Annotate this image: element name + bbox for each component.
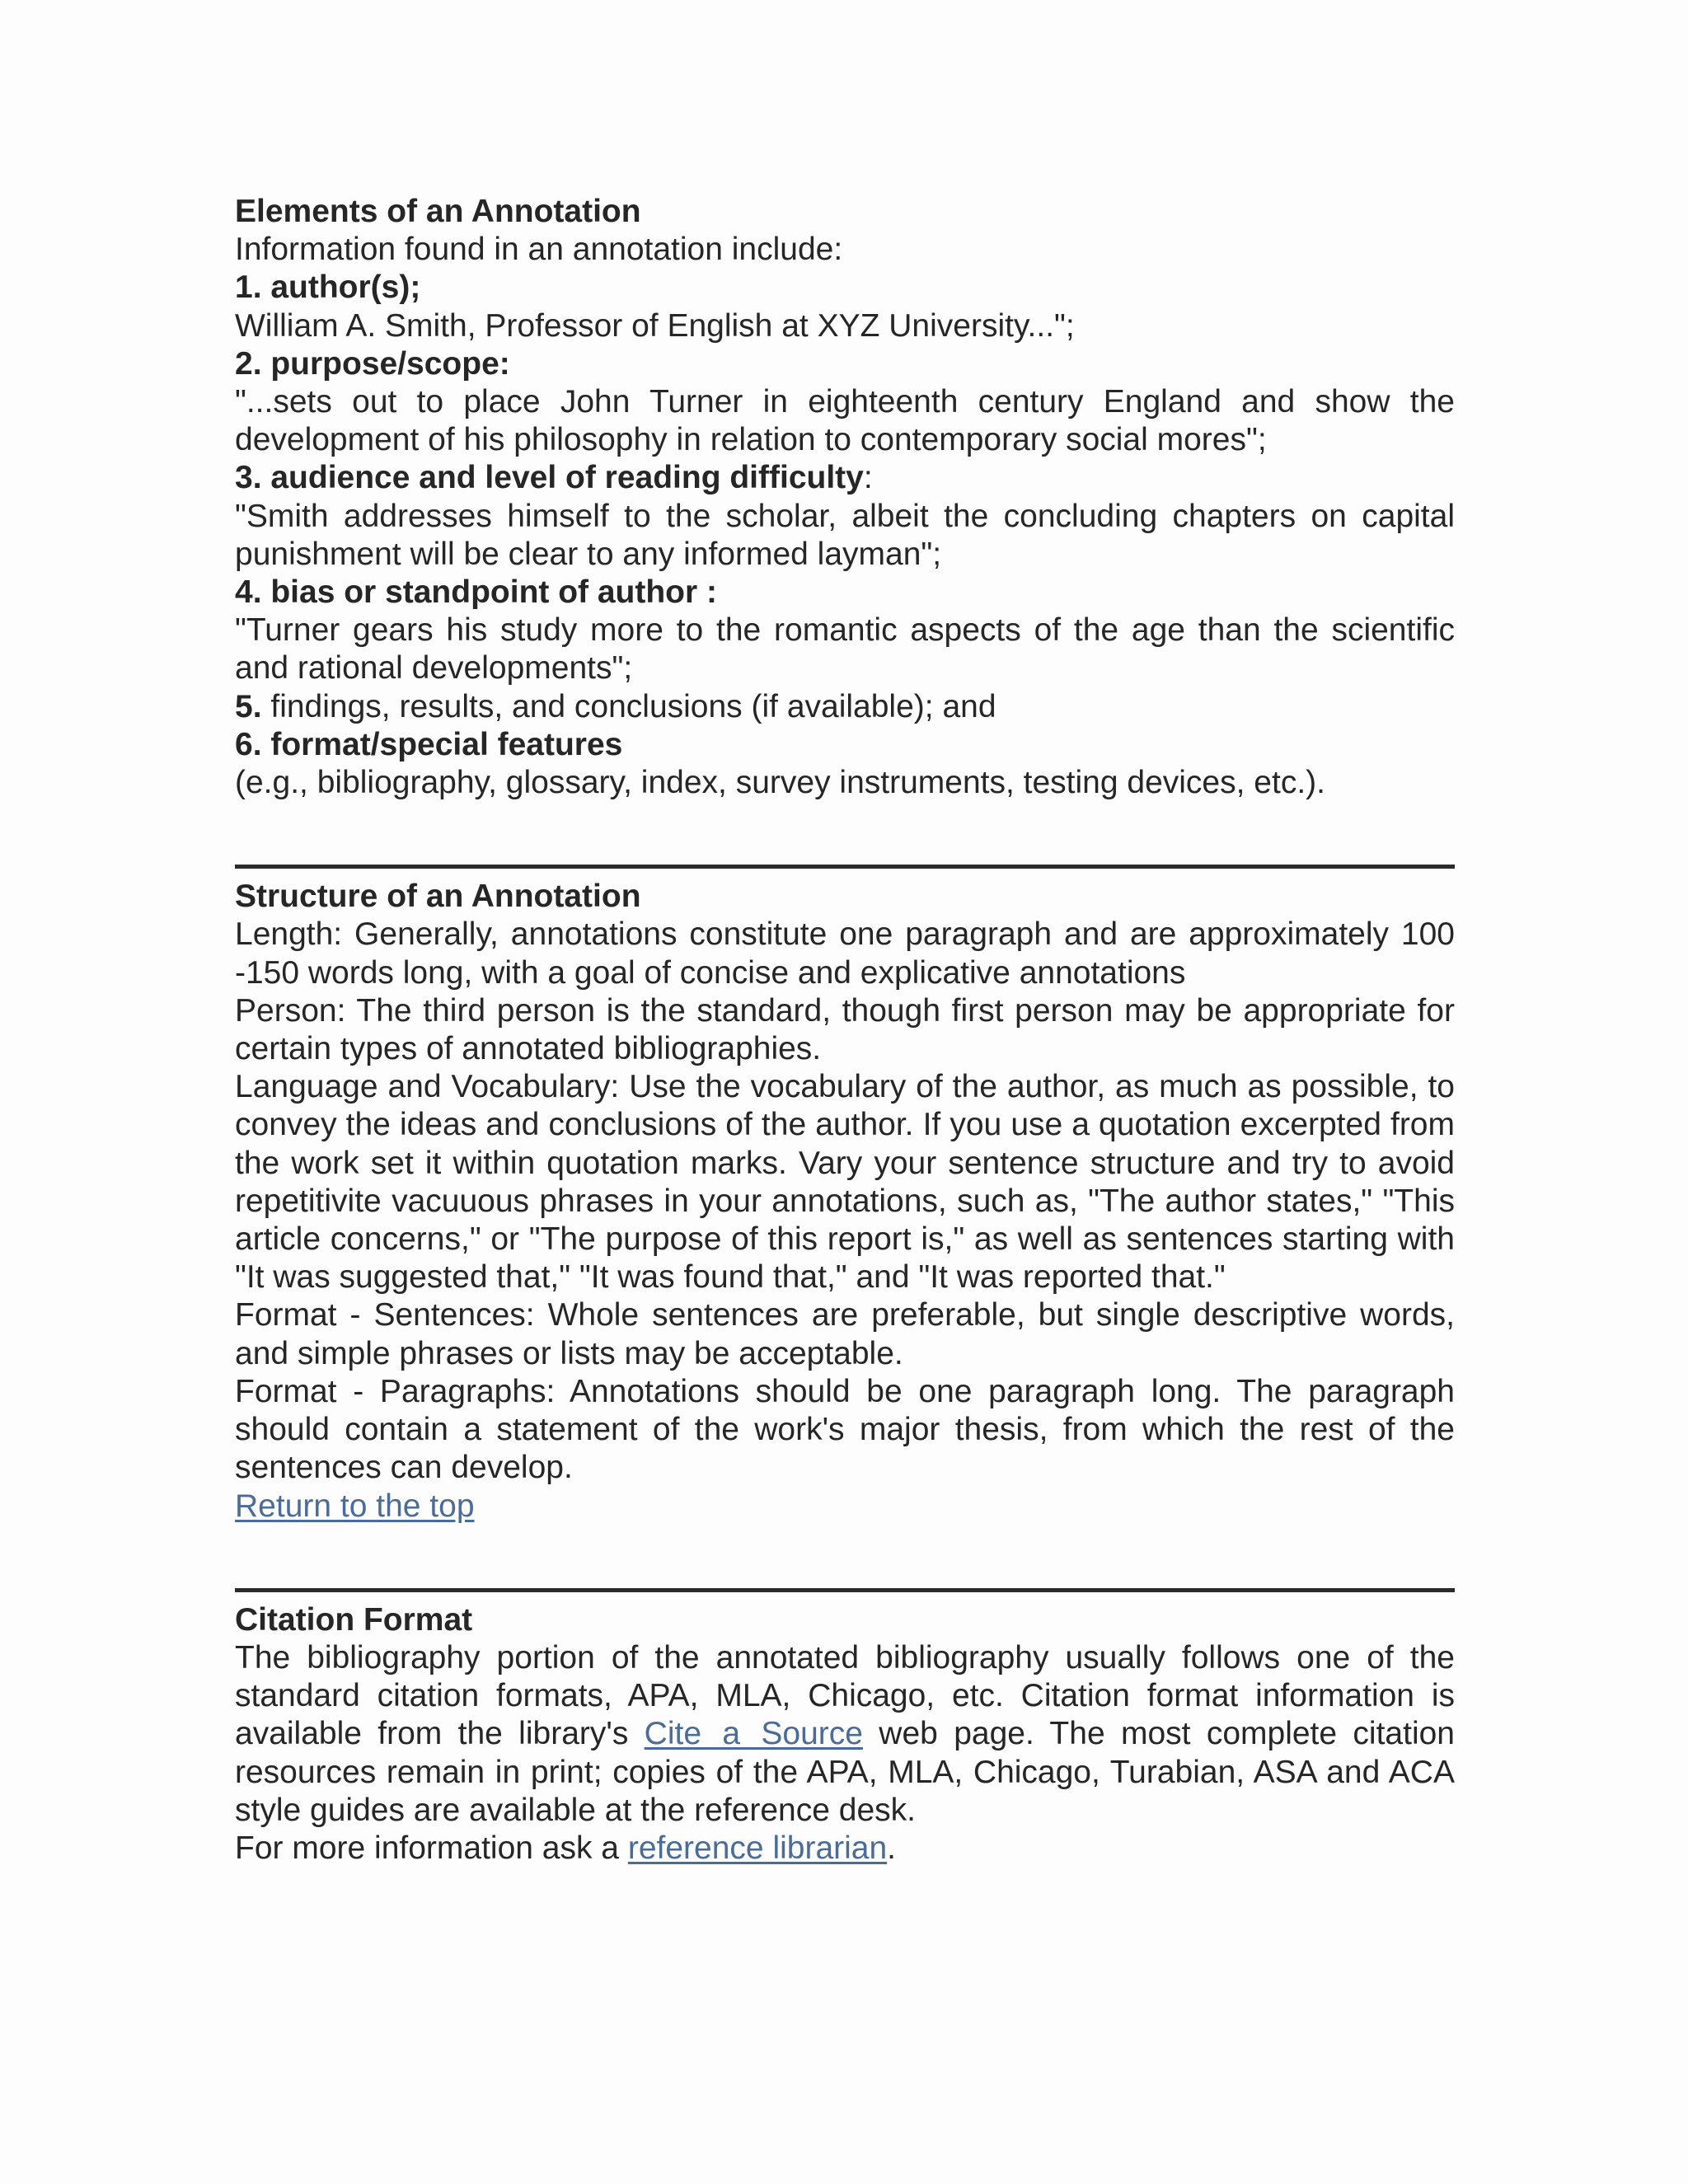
structure-paragraph-person: Person: The third person is the standard, though first person may be appropriate for certain types of annotated bibliographies. <box>235 992 1455 1067</box>
element-item-text: "Smith addresses himself to the scholar, albeit the concluding chapters on capital punishment will be clear to any informed layman"; <box>235 498 1455 572</box>
reference-librarian-link[interactable]: reference librarian <box>627 1830 888 1866</box>
element-item-text: "Turner gears his study more to the romantic aspects of the age than the scientific and rational developments"; <box>235 612 1455 687</box>
citation-text-before: The bibliography portion of the annotated bibliography usually follows one of the standard citation formats, APA, MLA, Chicago, etc. Citation format information is available from the library's <box>235 1639 1455 1752</box>
more-info-line <box>235 1830 1455 1868</box>
more-info-suffix: . <box>887 1830 897 1866</box>
spacer <box>235 802 1455 865</box>
return-row <box>235 1488 1455 1526</box>
element-item-row <box>235 688 1455 726</box>
citation-paragraph <box>235 1639 1455 1830</box>
element-item-text: "...sets out to place John Turner in eighteenth century England and show the development of his philosophy in relation to contemporary social mores"; <box>235 384 1455 458</box>
structure-paragraph-format-paragraphs: Format - Paragraphs: Annotations should be one paragraph long. The paragraph should contain a statement of the work's major thesis, from which the rest of the sentences can develop. <box>235 1373 1455 1486</box>
structure-section <box>235 878 1455 1525</box>
citation-heading: Citation Format <box>235 1601 473 1638</box>
cite-a-source-link[interactable]: Cite a Source <box>644 1716 863 1752</box>
element-item-label: 3. audience and level of reading difficulty <box>235 460 864 496</box>
spacer <box>235 1526 1455 1588</box>
spacer <box>235 869 1455 878</box>
element-item-label: 2. purpose/scope: <box>235 345 510 382</box>
citation-section <box>235 1601 1455 1868</box>
elements-heading: Elements of an Annotation <box>235 194 641 229</box>
structure-paragraph-length: Length: Generally, annotations constitute one paragraph and are approximately 100 -150 words long, with a goal of concise and explicative annotations <box>235 916 1455 991</box>
return-to-top-link[interactable]: Return to the top <box>235 1488 475 1524</box>
element-item-label: 1. author(s); <box>235 269 421 306</box>
element-item-inline-text: findings, results, and conclusions (if available); and <box>261 688 996 724</box>
more-info-prefix: For more information ask a <box>235 1830 628 1866</box>
element-item-label-suffix: : <box>863 460 873 496</box>
structure-paragraph-language: Language and Vocabulary: Use the vocabulary of the author, as much as possible, to convey the ideas and conclusions of the author. If you use a quotation excerpted from the work set it within quotation marks. Vary your sentence structure and try to avoid repetitivite vacuuous phrases in your annotations, such as, "The author states," "This article concerns," or "The purpose of this report is," as well as sentences starting with "It was suggested that," "It was found that," and "It was reported that." <box>235 1069 1455 1296</box>
element-item-label: 6. format/special features <box>235 726 623 762</box>
structure-paragraph-format-sentences: Format - Sentences: Whole sentences are preferable, but single descriptive words, and simple phrases or lists may be acceptable. <box>235 1297 1455 1371</box>
elements-intro: Information found in an annotation include: <box>235 232 843 268</box>
element-item-label-row <box>235 459 1455 497</box>
spacer <box>235 1592 1455 1601</box>
element-item-text: (e.g., bibliography, glossary, index, survey instruments, testing devices, etc.). <box>235 765 1325 801</box>
element-item-label: 5. <box>235 688 262 724</box>
elements-section <box>235 193 1455 802</box>
element-item-label: 4. bias or standpoint of author : <box>235 574 717 611</box>
document-page <box>235 193 1455 1868</box>
structure-heading: Structure of an Annotation <box>235 879 641 915</box>
element-item-text: William A. Smith, Professor of English at XYZ University..."; <box>235 307 1075 344</box>
citation-text-after: web page. The most complete citation resources remain in print; copies of the APA, MLA, Chicago, Turabian, ASA and ACA style guides are available at the reference desk. <box>235 1716 1455 1828</box>
